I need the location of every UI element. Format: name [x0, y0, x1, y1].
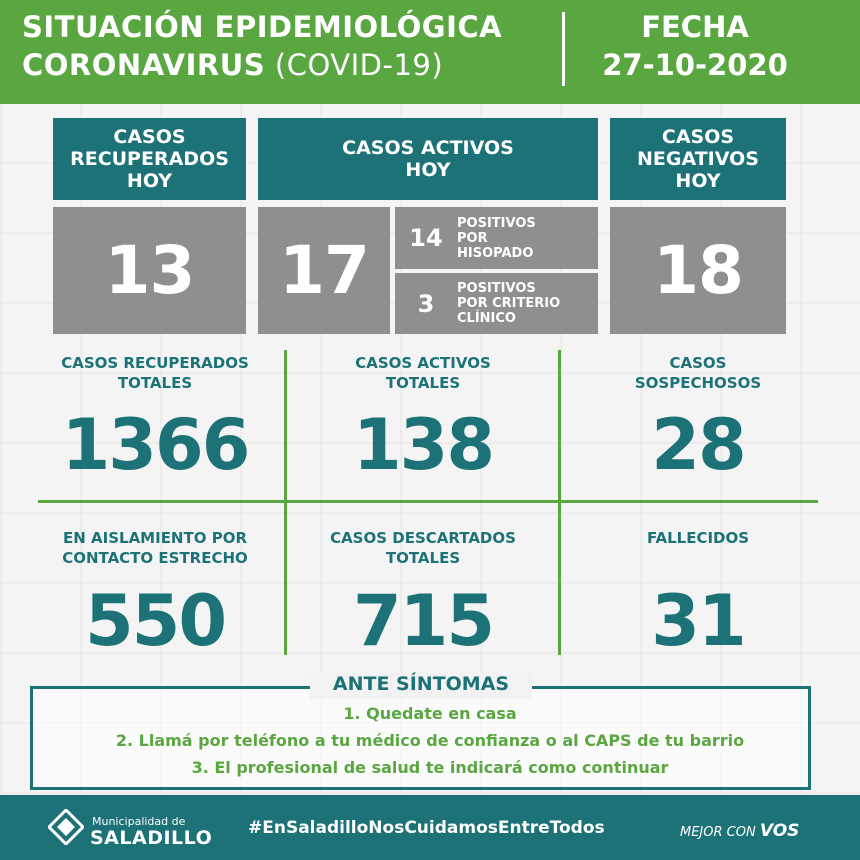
- sintomas-line-1: 1. Quedate en casa: [343, 704, 517, 723]
- clinico-box: [395, 273, 598, 334]
- activos-hoy-label: [258, 118, 598, 200]
- hisopado-label: [457, 216, 536, 261]
- fallecidos-label: [566, 528, 830, 548]
- negativos-hoy-label-1: CASOS: [661, 126, 735, 148]
- clinico-label-1: POSITIVOS: [457, 281, 536, 296]
- recuperados-totales-value: 1366: [61, 404, 249, 486]
- title-covid: (COVID-19): [265, 48, 444, 82]
- hisopado-label-3: HISOPADO: [457, 245, 534, 261]
- recuperados-totales-label: [30, 353, 280, 393]
- hisopado-box: [395, 207, 598, 269]
- recuperados-hoy-label: [53, 118, 246, 200]
- header-divider: [562, 12, 565, 86]
- logo-municipalidad: Municipalidad de: [92, 815, 186, 828]
- recuperados-hoy-label-3: HOY: [126, 170, 173, 192]
- fallecidos-value: 31: [651, 580, 745, 662]
- activos-totales-label: [292, 353, 554, 393]
- vos-text: VOS: [759, 821, 800, 841]
- title-line-2: [22, 48, 443, 82]
- descartados-label-1: CASOS DESCARTADOS: [330, 529, 516, 547]
- sintomas-title: ANTE SÍNTOMAS: [310, 673, 532, 699]
- activos-hoy-label-1: CASOS ACTIVOS: [342, 137, 514, 159]
- clinico-label-3: CLÍNICO: [457, 311, 516, 326]
- clinico-label: [457, 281, 560, 326]
- fecha-label: FECHA: [641, 10, 749, 44]
- mejor-con-vos: [680, 821, 799, 841]
- activos-totales-label-1: CASOS ACTIVOS: [355, 354, 491, 372]
- aislamiento-label: [30, 528, 280, 568]
- activos-hoy-label-2: HOY: [405, 159, 451, 181]
- footer-bar: [0, 795, 860, 860]
- sintomas-line-2: 2. Llamá por teléfono a tu médico de confianza o al CAPS de tu barrio: [115, 731, 745, 750]
- clinico-label-2: POR CRITERIO: [457, 296, 561, 311]
- activos-totales-value: 138: [352, 404, 494, 486]
- activos-hoy-value: 17: [258, 207, 390, 334]
- aislamiento-label-1: EN AISLAMIENTO POR: [63, 529, 247, 547]
- title-line-1: SITUACIÓN EPIDEMIOLÓGICA: [22, 10, 503, 44]
- grid-line-horizontal: [38, 500, 818, 503]
- sintomas-line-3: 3. El profesional de salud te indicará como continuar: [191, 758, 669, 777]
- sospechosos-value: 28: [651, 404, 745, 486]
- recuperados-totales-label-2: TOTALES: [117, 374, 193, 392]
- descartados-label-2: TOTALES: [385, 549, 461, 567]
- aislamiento-label-2: CONTACTO ESTRECHO: [62, 549, 248, 567]
- fecha-value: 27-10-2020: [602, 48, 788, 82]
- mejor-con-text: MEJOR CON: [680, 825, 756, 840]
- fallecidos-label-1: FALLECIDOS: [646, 529, 750, 547]
- negativos-hoy-label: [610, 118, 786, 200]
- descartados-value: 715: [352, 580, 494, 662]
- activos-totales-label-2: TOTALES: [385, 374, 461, 392]
- hisopado-value: 14: [409, 224, 443, 252]
- negativos-hoy-label-2: NEGATIVOS: [637, 148, 759, 170]
- recuperados-totales-label-1: CASOS RECUPERADOS: [61, 354, 249, 372]
- sospechosos-label-1: CASOS: [669, 354, 727, 372]
- sospechosos-label: [566, 353, 830, 393]
- aislamiento-value: 550: [84, 580, 226, 662]
- saladillo-logo-icon: [48, 809, 84, 845]
- recuperados-hoy-label-1: CASOS: [113, 126, 186, 148]
- hashtag: #EnSaladilloNosCuidamosEntreTodos: [248, 818, 605, 838]
- negativos-hoy-label-3: HOY: [675, 170, 721, 192]
- hisopado-label-1: POSITIVOS: [457, 215, 536, 231]
- clinico-value: 3: [417, 289, 435, 318]
- descartados-label: [292, 528, 554, 568]
- recuperados-hoy-label-2: RECUPERADOS: [70, 148, 229, 170]
- title-coronavirus: CORONAVIRUS: [22, 48, 266, 82]
- sospechosos-label-2: SOSPECHOSOS: [634, 374, 762, 392]
- logo-saladillo: SALADILLO: [90, 827, 213, 849]
- negativos-hoy-value: 18: [610, 207, 786, 334]
- recuperados-hoy-value: 13: [53, 207, 246, 334]
- header-banner: [0, 0, 860, 104]
- hisopado-label-2: POR: [457, 230, 488, 246]
